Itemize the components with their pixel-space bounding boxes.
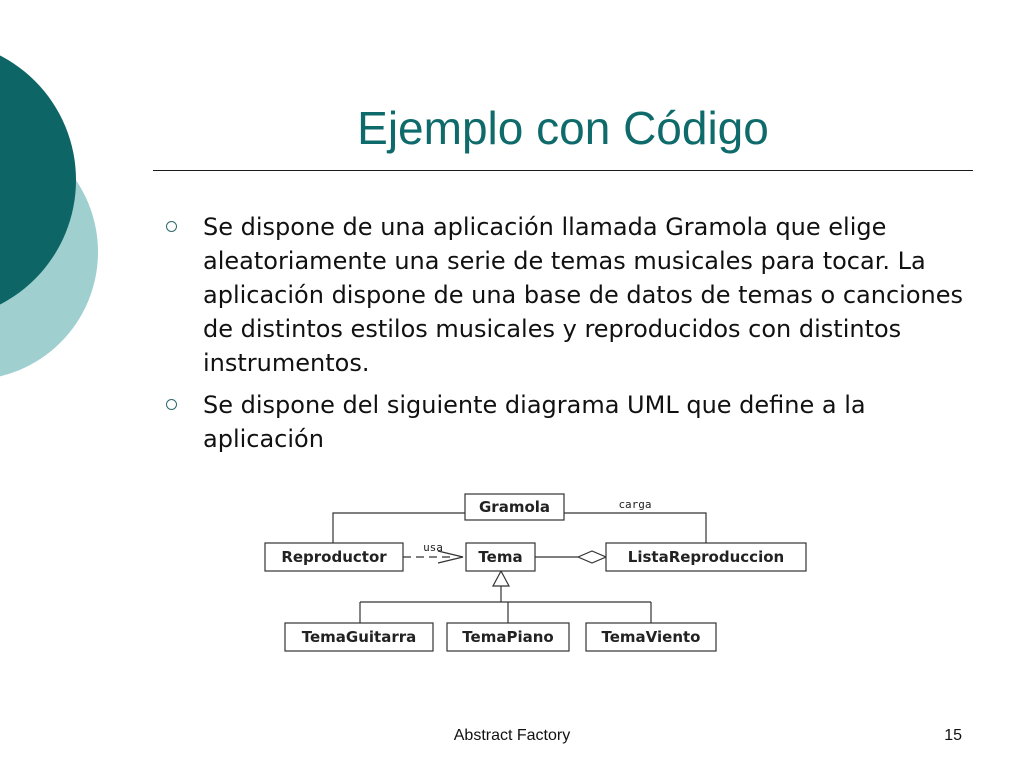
assoc-label-carga: carga — [618, 498, 652, 511]
class-label: TemaViento — [601, 628, 701, 646]
class-tema-viento — [586, 623, 716, 651]
class-label: Tema — [478, 548, 523, 566]
bullet-item — [160, 210, 980, 380]
assoc-label-usa: usa — [423, 541, 443, 554]
class-label: Gramola — [478, 498, 551, 516]
bullet-text: Se dispone del siguiente diagrama UML que define a la aplicación — [203, 391, 866, 453]
bullet-item — [160, 388, 980, 456]
circle-bullet-icon — [166, 399, 177, 410]
assoc-line-gramola-reproductor — [333, 513, 465, 543]
class-label: TemaGuitarra — [301, 628, 417, 646]
inheritance-triangle-icon — [493, 571, 509, 586]
page-number: 15 — [944, 727, 962, 744]
class-lista-reproduccion — [606, 543, 806, 571]
footer-title: Abstract Factory — [453, 727, 571, 744]
class-gramola — [465, 494, 564, 520]
title-divider — [153, 170, 973, 171]
class-label: Reproductor — [281, 548, 387, 566]
decorative-circles — [0, 0, 120, 420]
class-tema-piano — [447, 623, 569, 651]
aggregation-diamond-icon — [578, 551, 606, 563]
class-label: ListaReproduccion — [627, 548, 785, 566]
assoc-line-gramola-lista — [564, 513, 706, 543]
class-tema-guitarra — [285, 623, 433, 651]
uml-diagram — [260, 488, 812, 660]
bullet-text: Se dispone de una aplicación llamada Gramola que elige aleatoriamente una serie de temas musicales para tocar. La aplicación dispone de una base de datos de temas o canciones de distintos estilos musicales y reproducidos con distintos instrumentos. — [203, 213, 963, 377]
class-tema — [466, 543, 535, 571]
class-reproductor — [265, 543, 403, 571]
bullet-list — [160, 210, 980, 464]
class-label: TemaPiano — [462, 628, 554, 646]
circle-bullet-icon — [166, 221, 177, 232]
slide-title: Ejemplo con Código — [357, 102, 769, 154]
